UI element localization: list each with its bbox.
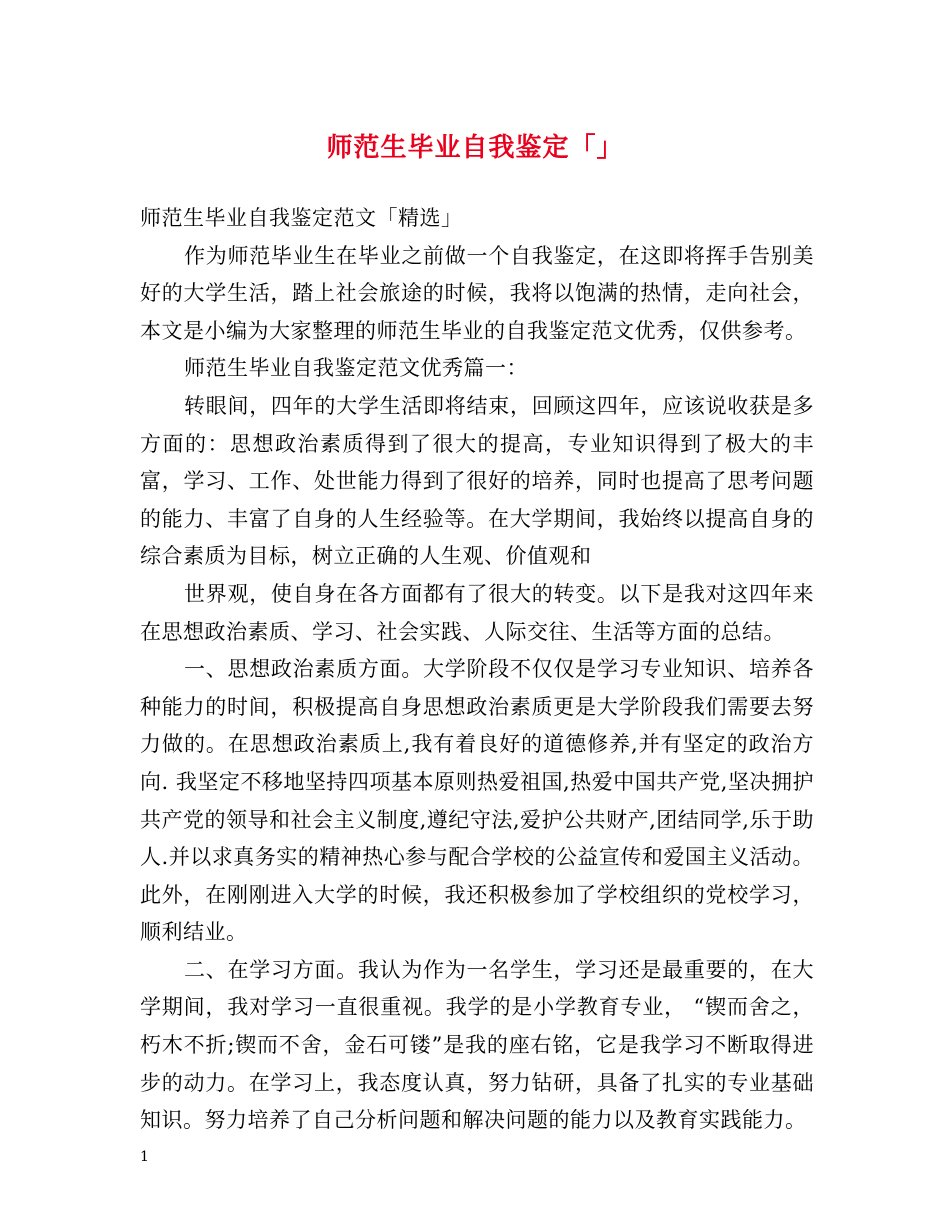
paragraph: 世界观，使自身在各方面都有了很大的转变。以下是我对这四年来在思想政治素质、学习、社会实践、人际交往、生活等方面的总结。 bbox=[140, 581, 814, 644]
paragraph: 二、在学习方面。我认为作为一名学生，学习还是最重要的，在大学期间，我对学习一直很重视。我学的是小学教育专业， “锲而舍之，朽木不折;锲而不舍，金石可镂”是我的座右铭，它是我学习不断取得进步的动力。在学习上，我态度认真，努力钻研，具备了扎实的专业基础知识。努力培养了自己分析问题和解决问题的能力以及教育实践能力。 bbox=[140, 957, 814, 1133]
page-number: 1 bbox=[140, 1149, 149, 1165]
paragraph: 作为师范毕业生在毕业之前做一个自我鉴定，在这即将挥手告别美好的大学生活，踏上社会旅途的时候，我将以饱满的热情，走向社会，本文是小编为大家整理的师范生毕业的自我鉴定范文优秀，仅供参考。 bbox=[140, 243, 814, 343]
paragraph: 师范生毕业自我鉴定范文优秀篇一： bbox=[184, 356, 528, 381]
paragraph: 转眼间，四年的大学生活即将结束，回顾这四年，应该说收获是多方面的：思想政治素质得到了很大的提高，专业知识得到了极大的丰富，学习、工作、处世能力得到了很好的培养，同时也提高了思考问题的能力、丰富了自身的人生经验等。在大学期间，我始终以提高自身的综合素质为目标，树立正确的人生观、价值观和 bbox=[140, 393, 814, 569]
paragraph: 师范生毕业自我鉴定范文「精选」 bbox=[140, 206, 463, 230]
page-title: 师范生毕业自我鉴定「」 bbox=[326, 133, 624, 163]
document-body bbox=[140, 200, 814, 1140]
paragraph: 一、思想政治素质方面。大学阶段不仅仅是学习专业知识、培养各种能力的时间，积极提高自身思想政治素质更是大学阶段我们需要去努力做的。在思想政治素质上,我有着良好的道德修养,并有坚定的政治方向. 我坚定不移地坚持四项基本原则热爱祖国,热爱中国共产党,坚决拥护共产党的领导和社会主义制度,遵纪守法,爱护公共财产,团结同学,乐于助人.并以求真务实的精神热心参与配合学校的公益宣传和爱国主义活动。此外，在刚刚进入大学的时候，我还积极参加了学校组织的党校学习，顺利结业。 bbox=[140, 657, 814, 945]
